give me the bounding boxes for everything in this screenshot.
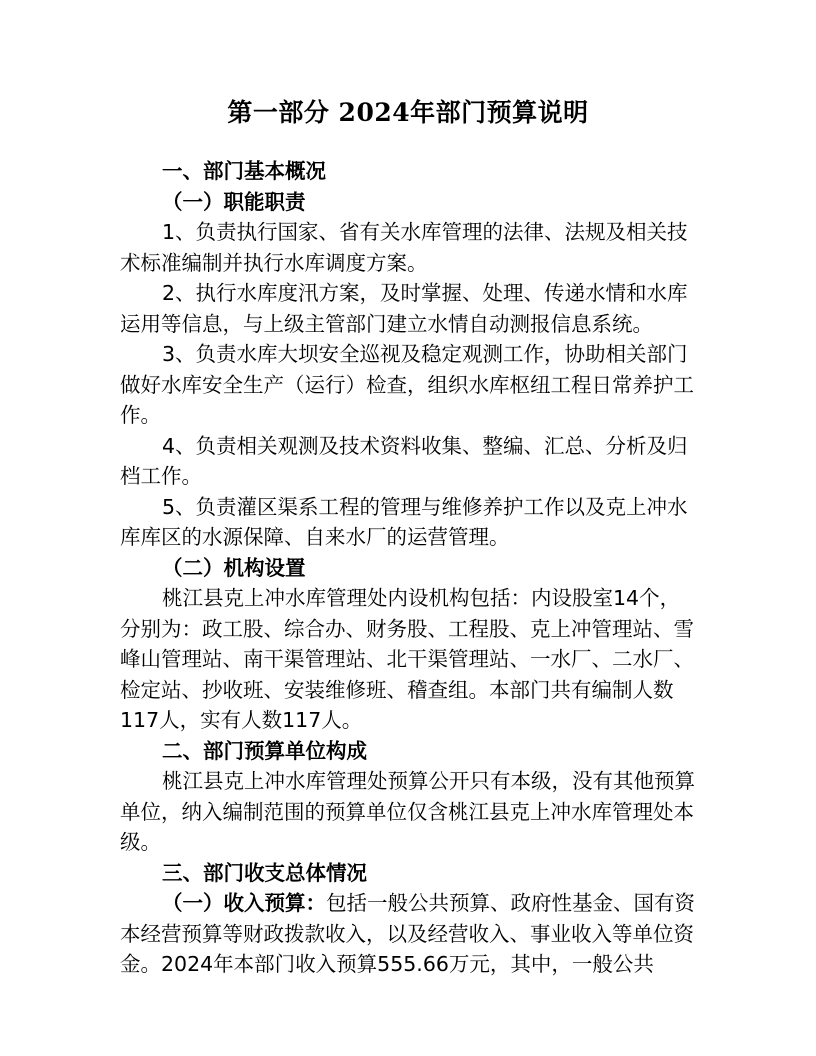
income-budget-label: （一）收入预算： <box>162 891 326 915</box>
section-heading-income-expenditure: 三、部门收支总体情况 <box>162 860 367 885</box>
document-body <box>120 156 700 980</box>
duty-item-3: 3、负责水库大坝安全巡视及稳定观测工作，协助相关部门做好水库安全生产（运行）检查，组织水库枢纽工程日常养护工作。 <box>120 342 694 427</box>
organization-paragraph: 桃江县克上冲水库管理处内设机构包括：内设股室14个，分别为：政工股、综合办、财务股、工程股、克上冲管理站、雪峰山管理站、南干渠管理站、北干渠管理站、一水厂、二水厂、检定站、抄收班、安装维修班、稽查组。本部门共有编制人数117人，实有人数117人。 <box>120 586 694 732</box>
duty-item-2: 2、执行水库度汛方案，及时掌握、处理、传递水情和水库运用等信息，与上级主管部门建立水情自动测报信息系统。 <box>120 281 688 336</box>
income-budget-text: 包括一般公共预算、政府性基金、国有资本经营预算等财政拨款收入，以及经营收入、事业收入等单位资金。2024年本部门收入预算555.66万元，其中，一般公共 <box>120 891 695 976</box>
duty-item-5: 5、负责灌区渠系工程的管理与维修养护工作以及克上冲水库库区的水源保障、自来水厂的运营管理。 <box>120 494 688 549</box>
budget-units-paragraph: 桃江县克上冲水库管理处预算公开只有本级，没有其他预算单位，纳入编制范围的预算单位仅含桃江县克上冲水库管理处本级。 <box>120 769 695 854</box>
subsection-heading-duties: （一）职能职责 <box>162 189 306 214</box>
duty-item-1: 1、负责执行国家、省有关水库管理的法律、法规及相关技术标准编制并执行水库调度方案。 <box>120 220 688 275</box>
section-heading-basic-overview: 一、部门基本概况 <box>162 159 326 183</box>
section-heading-budget-units: 二、部门预算单位构成 <box>162 738 367 763</box>
duty-item-4: 4、负责相关观测及技术资料收集、整编、汇总、分析及归档工作。 <box>120 433 688 488</box>
subsection-heading-organization: （二）机构设置 <box>162 555 306 580</box>
income-budget-paragraph <box>120 888 700 980</box>
document-title: 第一部分 2024年部门预算说明 <box>227 98 589 127</box>
